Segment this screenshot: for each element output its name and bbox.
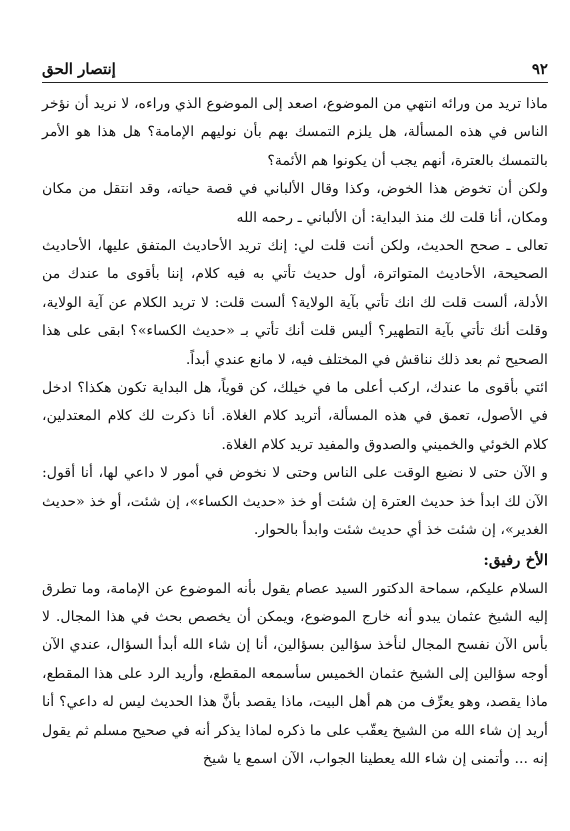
paragraph: و الآن حتى لا نضيع الوقت على الناس وحتى لا نخوض في أمور لا داعي لها، أنا أقول: الآن لك ابدأ خذ حديث العترة إن شئت أو خذ «حديث الكساء»، إن شئت، أو خذ «حديث الغدير»، إن شئت خذ أي حديث شئت وابدأ بالحوار. — [42, 465, 548, 539]
paragraph: ائتي بأقوى ما عندك، اركب أعلى ما في خيلك، كن قوياً، هل البداية تكون هكذا؟ ادخل في الأصول، تعمق في هذه المسألة، أتريد كلام الغلاة. أنا ذكرت لك كلام المعتدلين، كلام الخوئي والخميني والصدوق والمفيد تريد كلام الغلاة. — [42, 380, 548, 453]
paragraph: ولكن أن تخوض هذا الخوض، وكذا وقال الألباني في قصة حياته، وقد انتقل من مكان ومكان، أنا قلت لك منذ البداية: أن الألباني ـ رحمه الله — [42, 181, 548, 226]
paragraph: ماذا تريد من ورائه انتهي من الموضوع، اصعد إلى الموضوع الذي وراءه، لا نريد أن نؤخر الناس في هذه المسألة، هل يلزم التمسك بهم بأن نوليهم الإمامة؟ هل هذا هو الأمر بالتمسك بالعترة، أنهم يجب أن يكونوا هم الأئمة؟ — [42, 96, 548, 169]
body-text — [42, 90, 548, 773]
paragraph: تعالى ـ صحح الحديث، ولكن أنت قلت لي: إنك تريد الأحاديث المتفق عليها، الأحاديث الصحيحة، الأحاديث المتواترة، أول حديث تأتي به فيه كلام، إننا بأقوى ما عندك من الأدلة، ألست قلت لك انك تأتي بآية الولاية؟ ألست قلت: لا تريد الكلام عن آية الولاية، وقلت أنك تأتي بآية التطهير؟ أليس قلت أنك تأتي بـ «حديث الكساء»؟ ابقى على هذا الصحيح ثم بعد ذلك نناقش في المختلف فيه، لا مانع عندي أبداً. — [42, 238, 548, 368]
speaker-heading: الأخ رفيق: — [483, 550, 548, 569]
paragraph: السلام عليكم، سماحة الدكتور السيد عصام يقول بأنه الموضوع عن الإمامة، وما تطرق إليه الشيخ عثمان يبدو أنه خارج الموضوع، ويمكن أن يخصص بحث في هذا المجال. لا بأس الآن نفسح المجال لنأخذ سؤالين بسؤالين، أنا إن شاء الله أبدأ السؤال، عندي الآن أوجه سؤالين إلى الشيخ عثمان الخميس سأسمعه المقطع، وأريد الرد على هذا المقطع، ماذا يقصد، وهو يعرِّف من هم أهل البيت، ماذا يقصد بأنَّ هذا الحديث ليس له داعي؟ أنا أريد إن شاء الله من الشيخ يعقّب على ما ذكره لماذا يذكر أنه في صحيح مسلم ثم يقول إنه ... وأتمنى إن شاء الله يعطينا الجواب، الآن اسمع يا شيخ — [42, 580, 548, 767]
page-header — [42, 56, 548, 83]
running-title: إنتصار الحق — [42, 60, 116, 78]
page-number: ٩٢ — [531, 60, 548, 78]
